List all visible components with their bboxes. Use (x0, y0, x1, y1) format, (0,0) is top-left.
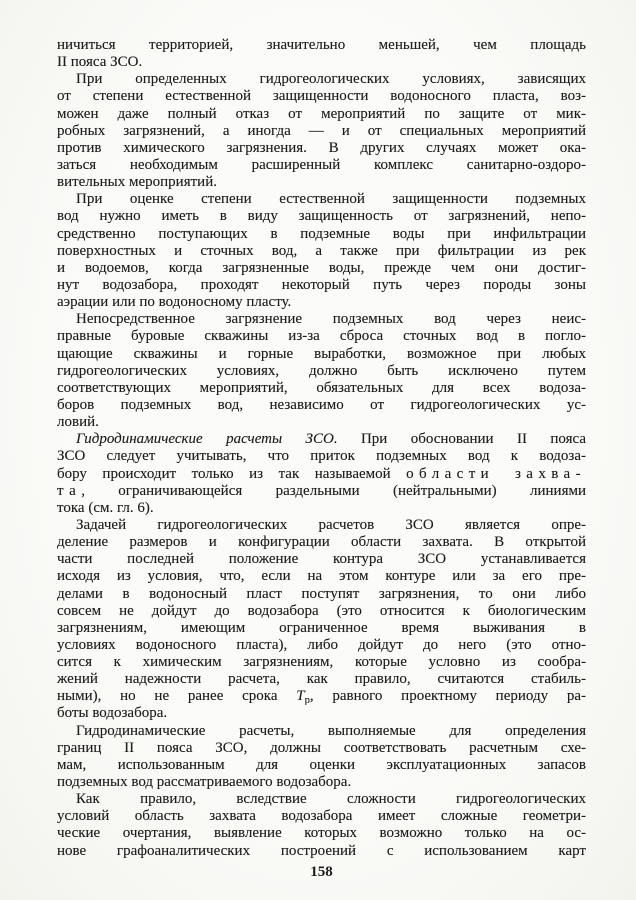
text-segment: боты водозабора. (57, 705, 168, 722)
text-line (57, 534, 586, 551)
text-line (57, 328, 586, 345)
letterspaced-text: области захва- (406, 465, 586, 482)
paragraph (57, 791, 586, 860)
text-line (57, 54, 586, 71)
text-segment: можен даже полный отказ от мероприятий по защите от мик- (57, 105, 586, 122)
text-line (57, 705, 586, 722)
text-line (57, 654, 586, 671)
text-segment: жений надежности расчета, как правило, считаются стабиль- (57, 671, 586, 688)
text-segment: части последней положение контура ЗСО устанавливается (57, 551, 586, 568)
text-line (57, 500, 586, 517)
paragraph (57, 517, 586, 723)
text-line (57, 294, 586, 311)
text-segment: Как правило, вследствие сложности гидрогеологических (76, 791, 586, 808)
text-segment: тока (см. гл. 6). (57, 499, 154, 516)
text-line (57, 774, 586, 791)
text-line (57, 414, 586, 431)
text-segment: ловий. (57, 414, 99, 431)
text-segment: загрязнениям, имеющим ограниченное время выживания в (57, 619, 586, 636)
text-line (57, 603, 586, 620)
text-line (57, 397, 586, 414)
text-segment: ными), но не ранее срока (57, 688, 297, 705)
text-line (57, 174, 586, 191)
text-segment: нут водозабора, проходят некоторый путь через породы зоны (57, 276, 586, 293)
text-line (57, 620, 586, 637)
text-segment: При определенных гидрогеологических условиях, зависящих (76, 71, 586, 88)
text-block (57, 37, 586, 860)
text-segment: Гидродинамические расчеты, выполняемые для определения (76, 722, 586, 739)
text-segment: гидрогеологических условиях, должно быть исключено путем (57, 362, 586, 379)
text-line (57, 157, 586, 174)
text-line (57, 843, 586, 860)
text-line (57, 483, 586, 500)
text-segment: поверхностных и сточных вод, а также при фильтрации из рек (57, 242, 586, 259)
paragraph (57, 71, 586, 191)
text-line (57, 723, 586, 740)
text-segment: от степени естественной защищенности водоносного пласта, воз- (57, 88, 586, 105)
text-segment: условий область захвата водозабора имеет сложные геометри- (57, 808, 586, 825)
text-line (57, 380, 586, 397)
text-segment: нове графоаналитических построений с использованием карт (57, 842, 586, 859)
text-segment: При оценке степени естественной защищенности подземных (76, 191, 586, 208)
text-segment: , равного проектному периоду ра- (309, 688, 586, 705)
subscript-text: р (304, 695, 310, 706)
paragraph (57, 311, 586, 431)
text-segment: средственно поступающих в подземные воды при инфильтрации (57, 225, 586, 242)
text-line (57, 671, 586, 688)
text-segment: II пояса ЗСО. (57, 54, 143, 71)
text-line (57, 466, 586, 483)
text-segment: против химического загрязнения. В других случаях может ока- (57, 139, 586, 156)
text-segment: робных загрязнений, а иногда — и от специальных мероприятий (57, 122, 586, 139)
text-line (57, 586, 586, 603)
text-line (57, 88, 586, 105)
page-number: 158 (310, 864, 333, 880)
text-segment: аэрации или по водоносному пласту. (57, 294, 292, 311)
letterspaced-text: та (57, 482, 82, 499)
italic-text: Гидродинамические расчеты ЗСО. (76, 431, 338, 448)
paragraph (57, 723, 586, 792)
text-segment: соответствующих мероприятий, обязательных для всех водоза- (57, 379, 586, 396)
paragraph (57, 431, 586, 517)
text-segment: вительных мероприятий. (57, 174, 217, 191)
text-line (57, 825, 586, 842)
italic-text: Т (296, 688, 305, 705)
text-segment: бору происходит только из так называемой (57, 465, 407, 482)
text-segment: Задачей гидрогеологических расчетов ЗСО является опре- (76, 516, 586, 533)
text-segment: боров подземных вод, независимо от гидрогеологических ус- (57, 396, 586, 413)
text-line (57, 71, 586, 88)
text-line (57, 123, 586, 140)
text-line (57, 551, 586, 568)
text-segment: , ограничивающейся раздельными (нейтральными) линиями (81, 482, 586, 499)
paragraph (57, 37, 586, 71)
text-line (57, 791, 586, 808)
text-line (57, 448, 586, 465)
text-segment: и водоемов, когда загрязненные воды, прежде чем они достиг- (57, 259, 586, 276)
text-line (57, 260, 586, 277)
text-line (57, 106, 586, 123)
text-segment: ничиться территорией, значительно меньшей, чем площадь (57, 37, 586, 53)
text-segment: границ II пояса ЗСО, должны соответствовать расчетным схе- (57, 739, 586, 756)
text-line (57, 191, 586, 208)
text-segment: подземных вод рассматриваемого водозабора. (57, 774, 352, 791)
text-segment: исходя из условия, что, если на этом контуре или за его пре- (57, 568, 586, 585)
text-line (57, 346, 586, 363)
text-line (57, 637, 586, 654)
text-segment: правные буровые скважины из-за сброса сточных вод в погло- (57, 328, 586, 345)
text-line (57, 688, 586, 705)
text-line (57, 431, 586, 448)
text-line (57, 208, 586, 225)
text-line (57, 277, 586, 294)
text-segment: заться необходимым расширенный комплекс санитарно-оздоро- (57, 156, 586, 173)
text-segment: щающие скважины и горные выработки, возможное при любых (57, 345, 586, 362)
text-line (57, 808, 586, 825)
text-segment: ЗСО следует учитывать, что приток подземных вод к водоза- (57, 448, 586, 465)
text-line (57, 311, 586, 328)
text-segment: вод нужно иметь в виду защищенность от загрязнений, непо- (57, 208, 586, 225)
text-line (57, 568, 586, 585)
text-segment: делами в водоносный пласт поступят загрязнения, то они либо (57, 585, 586, 602)
text-line (57, 140, 586, 157)
text-segment: ческие очертания, выявление которых возможно только на ос- (57, 825, 586, 842)
text-segment: деление размеров и конфигурации области захвата. В открытой (57, 534, 586, 551)
text-line (57, 740, 586, 757)
text-line (57, 757, 586, 774)
text-segment: условиях водоносного пласта), либо дойдут до него (это отно- (57, 636, 586, 653)
text-line (57, 363, 586, 380)
paragraph (57, 191, 586, 311)
text-segment: Непосредственное загрязнение подземных вод через неис- (76, 311, 586, 328)
text-line (57, 37, 586, 54)
text-segment: мам, использованным для оценки эксплуатационных запасов (57, 756, 586, 773)
text-segment: сится к химическим загрязнениям, которые условно из сообра- (57, 654, 586, 671)
text-line (57, 226, 586, 243)
text-line (57, 517, 586, 534)
text-line (57, 243, 586, 260)
text-segment: совсем не дойдут до водозабора (это относится к биологическим (57, 602, 586, 619)
text-segment: При обосновании II пояса (337, 431, 586, 448)
